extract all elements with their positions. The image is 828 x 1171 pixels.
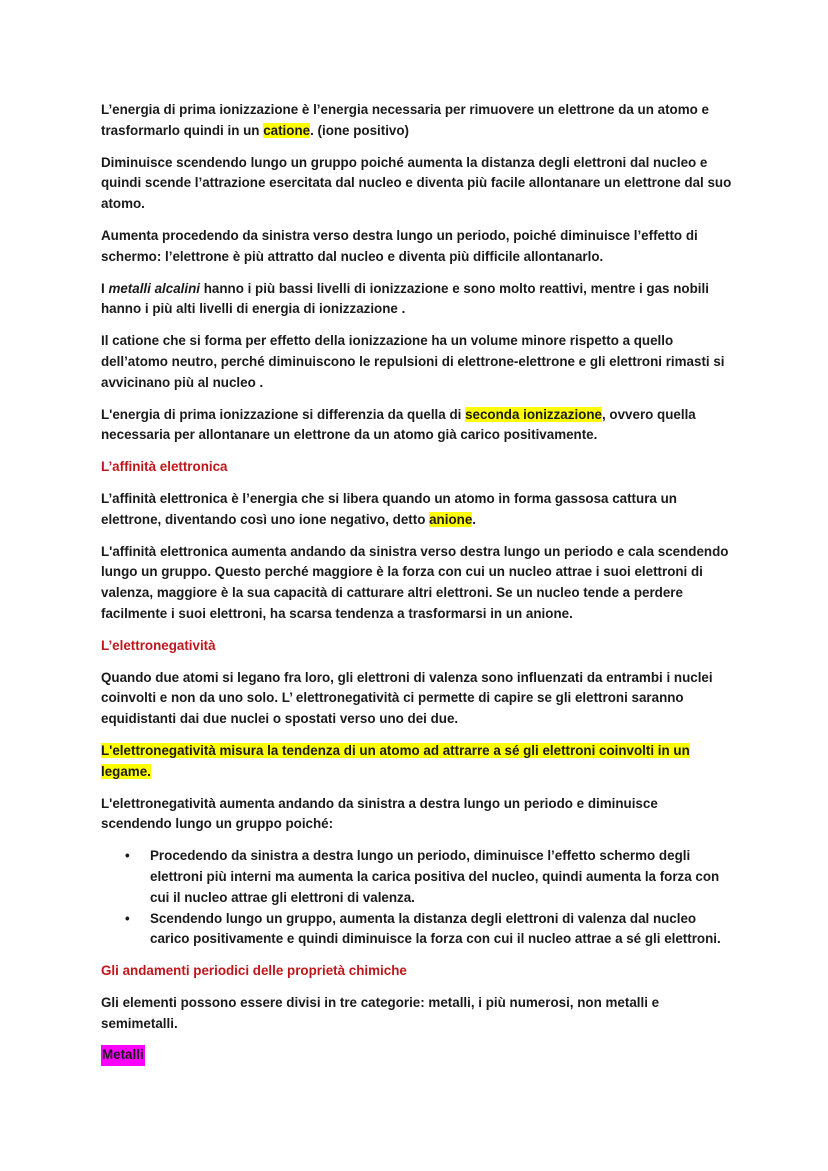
bullet-icon: • [125,910,130,926]
paragraph-element-categories: Gli elementi possono essere divisi in tre categorie: metalli, i più numerosi, non metalli e semimetalli. [101,994,660,1031]
paragraph-affinity-definition: L’affinità elettronica è l’energia che si libera quando un atomo in forma gassosa cattura un elettrone, diventando così uno ione negativo, detto anione. [101,490,677,527]
paragraph-alkali-metals: I metalli alcalini hanno i più bassi livelli di ionizzazione e sono molto reattivi, mentre i gas nobili hanno i più alti livelli di energia di ionizzazione . [101,280,709,317]
section-label-metalli [101,1045,732,1066]
heading-andamenti-periodici: Gli andamenti periodici delle proprietà chimiche [101,963,407,979]
bullet-icon: • [125,848,130,864]
heading-affinita-elettronica: L’affinità elettronica [101,459,228,475]
paragraph-valence-electrons: Quando due atomi si legano fra loro, gli elettroni di valenza sono influenzati da entrambi i nuclei coinvolti e non da uno solo. L’ elettronegatività ci permette di capire se gli elettroni saranno equidistanti dai due nuclei o spostati verso uno dei due. [101,669,713,727]
list-item: • Scendendo lungo un gruppo, aumenta la distanza degli elettroni di valenza dal nucleo carico positivamente e quindi diminuisce la forza con cui il nucleo attrae a sé gli elettroni. [125,910,721,947]
paragraph-cation-volume: Il catione che si forma per effetto della ionizzazione ha un volume minore rispetto a quello dell’atomo neutro, perché diminuiscono le repulsioni di elettrone-elettrone e gli elettroni rimasti si avvicinano più al nucleo . [101,333,725,390]
highlight-catione: catione [263,122,311,138]
highlight-seconda-ionizzazione: seconda ionizzazione [465,406,602,422]
paragraph-electronegativity-trend: L'elettronegatività aumenta andando da sinistra a destra lungo un periodo e diminuisce scendendo lungo un gruppo poiché: [101,795,658,832]
paragraph-affinity-trend: L'affinità elettronica aumenta andando da sinistra verso destra lungo un periodo e cala scendendo lungo un gruppo. Questo perché maggiore è la forza con cui un nucleo attrae i suoi elettroni di valenza, maggiore è la sua capacità di catturare altri elettroni. Se un nucleo tende a perdere facilmente i suoi elettroni, ha scarsa tendenza a trasformarsi in un anione. [101,543,729,621]
bullet-list [101,846,732,950]
italic-metalli-alcalini: metalli alcalini [108,280,200,296]
highlight-anione: anione [429,511,473,527]
highlight-metalli: Metalli [101,1045,145,1066]
heading-elettronegativita: L’elettronegatività [101,637,216,653]
paragraph-group-trend: Diminuisce scendendo lungo un gruppo poiché aumenta la distanza degli elettroni dal nucleo e quindi scende l’attrazione esercitata dal nucleo e diventa più facile allontanare un elettrone dal suo atomo. [101,154,732,212]
paragraph-period-trend: Aumenta procedendo da sinistra verso destra lungo un periodo, poiché diminuisce l’effetto di schermo: l’elettrone è più attratto dal nucleo e diventa più difficile allontanarlo. [101,227,698,264]
highlight-electronegativity-definition: L'elettronegatività misura la tendenza di un atomo ad attrarre a sé gli elettroni coinvolti in un legame. [101,742,690,779]
paragraph-electronegativity-definition [101,741,732,783]
paragraph-second-ionization: L'energia di prima ionizzazione si differenzia da quella di seconda ionizzazione, ovvero quella necessaria per allontanare un elettrone da un atomo già carico positivamente. [101,406,696,443]
paragraph-ionization-definition: L’energia di prima ionizzazione è l’energia necessaria per rimuovere un elettrone da un atomo e trasformarlo quindi in un catione. (ione positivo) [101,102,709,138]
list-item: • Procedendo da sinistra a destra lungo un periodo, diminuisce l’effetto schermo degli elettroni più interni ma aumenta la carica positiva del nucleo, quindi aumenta la forza con cui il nucleo attrae gli elettroni di valenza. [125,848,720,905]
